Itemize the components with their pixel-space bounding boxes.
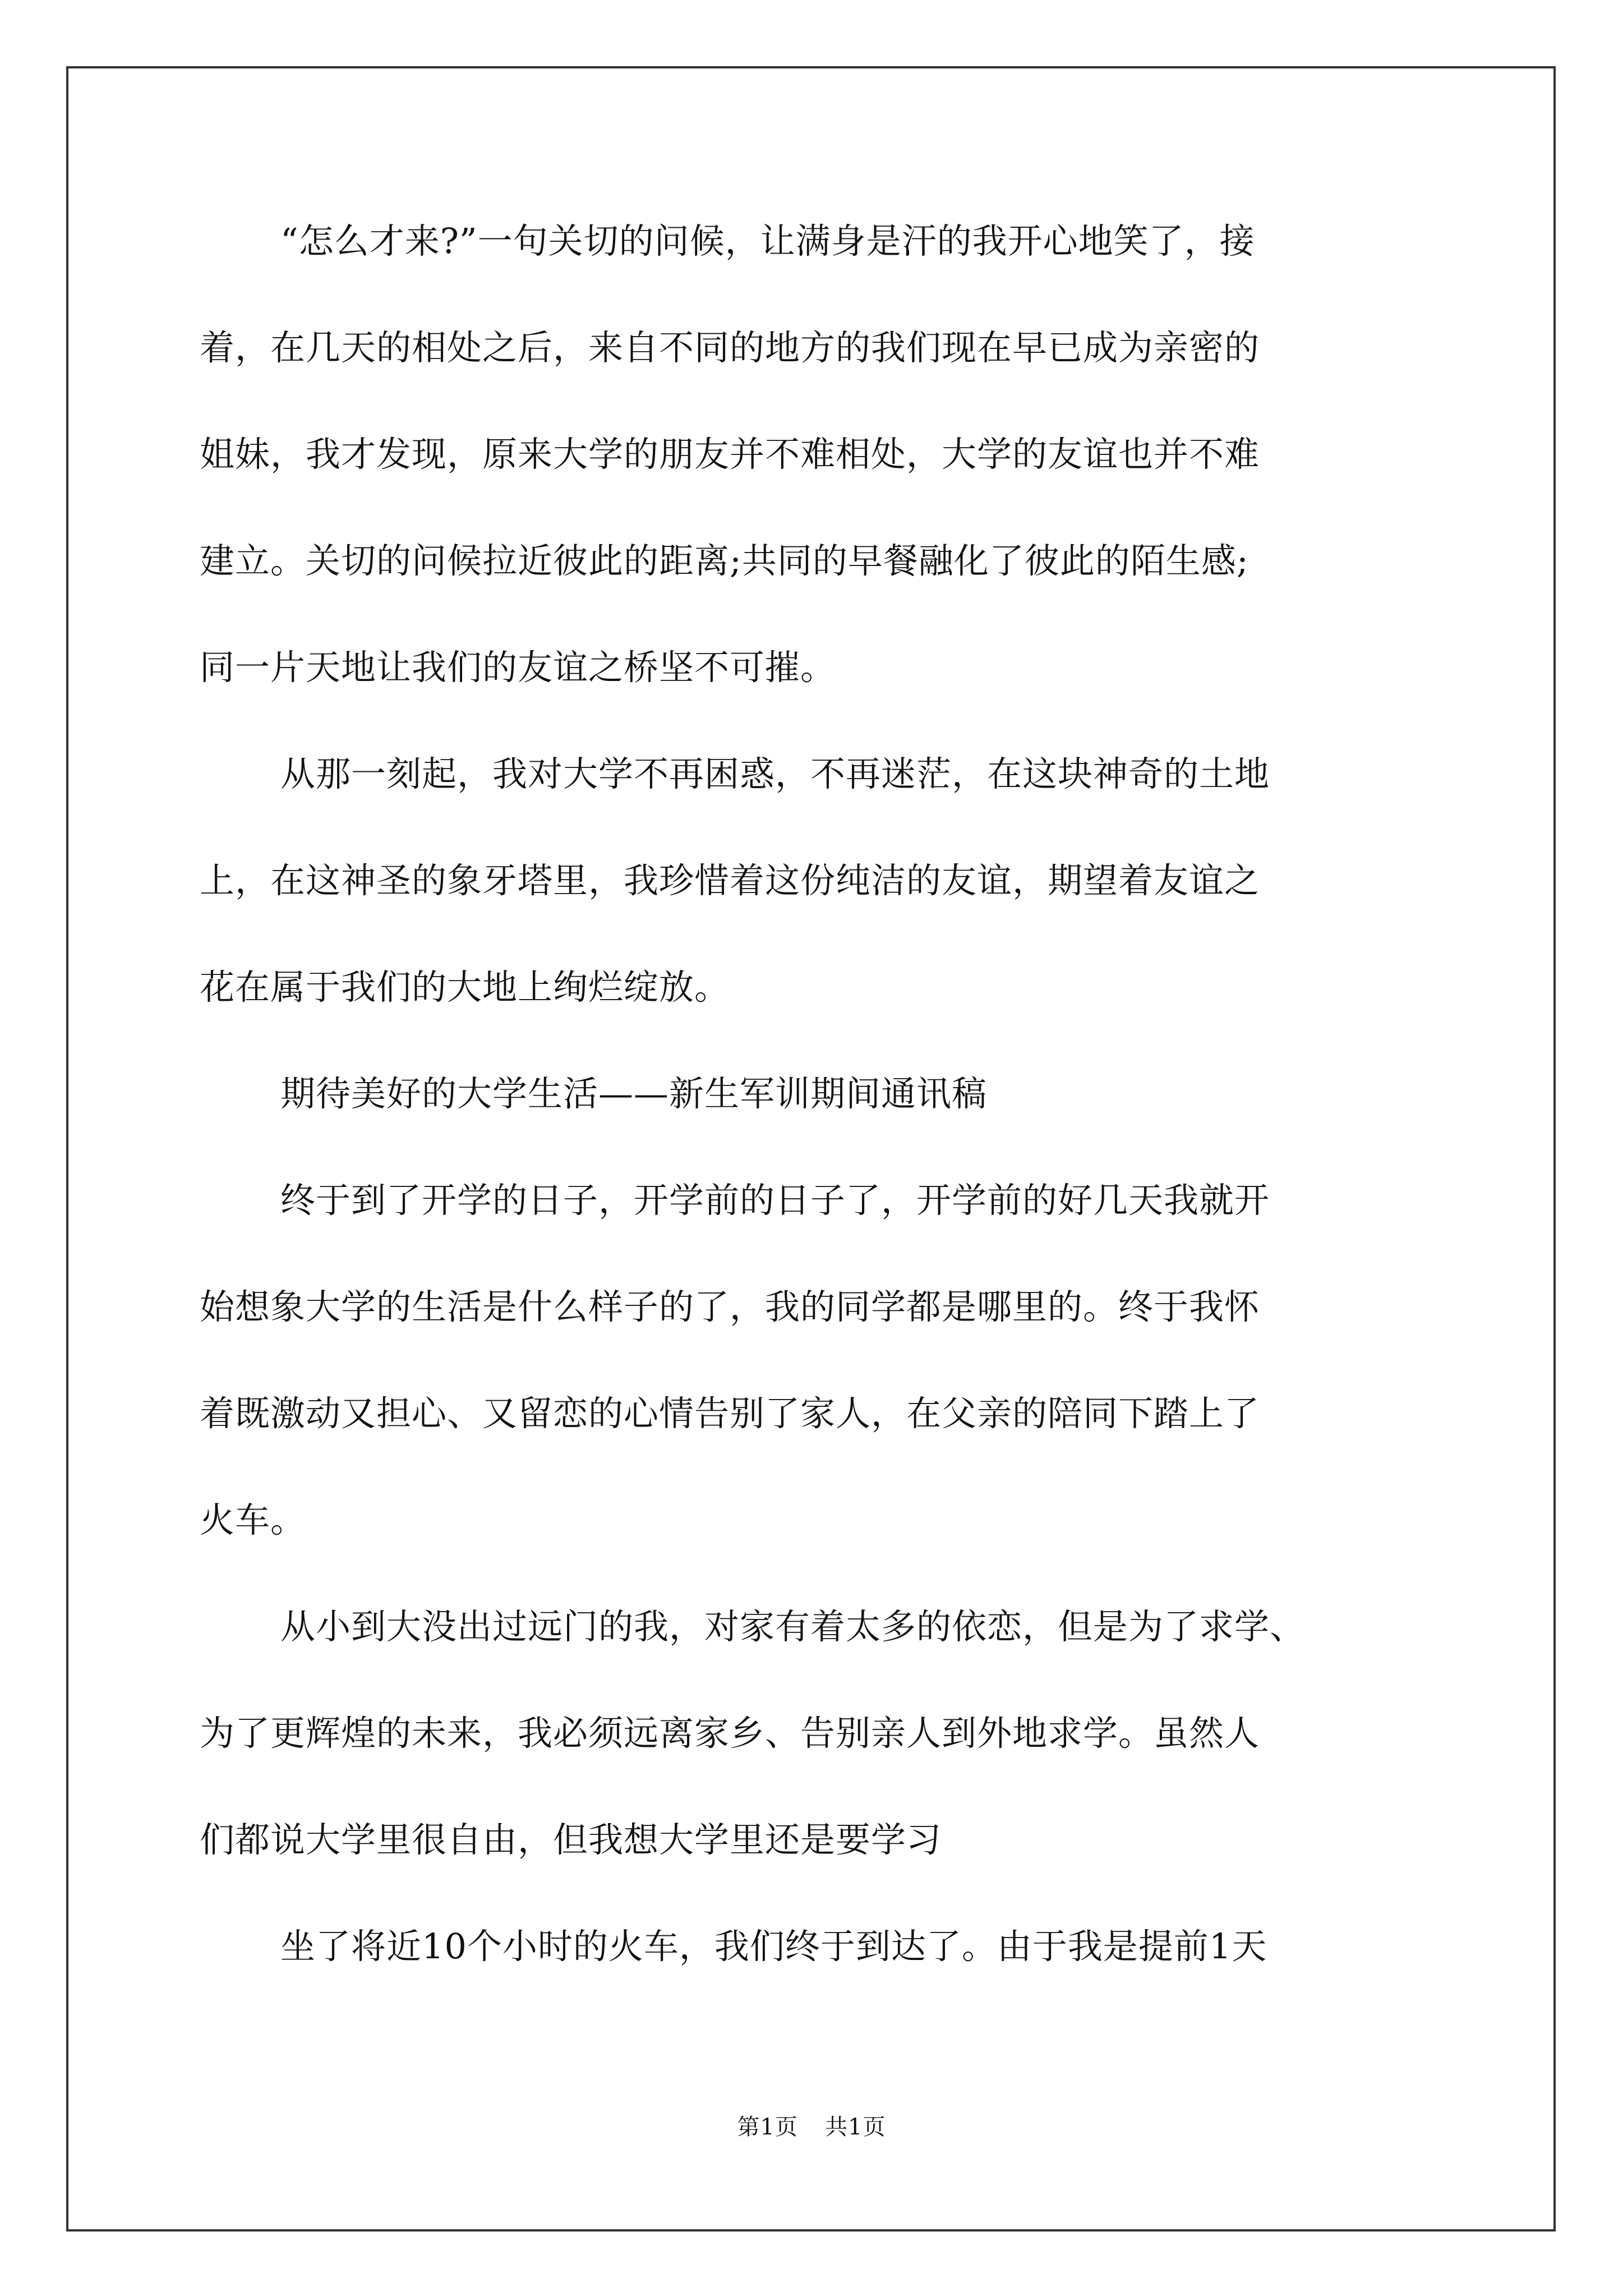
text-line: “怎么才来?”一句关切的问候，让满身是汗的我开心地笑了，接 [280, 220, 1255, 261]
text-line: 终于到了开学的日子，开学前的日子了，开学前的好几天我就开 [280, 1180, 1270, 1221]
text-line: 为了更辉煌的未来，我必须远离家乡、告别亲人到外地求学。虽然人 [200, 1713, 1260, 1754]
text-line: 花在属于我们的大地上绚烂绽放。 [200, 967, 730, 1007]
text-line: 坐了将近10个小时的火车，我们终于到达了。由于我是提前1天 [280, 1926, 1267, 1967]
page-total: 共1页 [825, 2114, 886, 2140]
text-line: 建立。关切的问候拉近彼此的距离;共同的早餐融化了彼此的陌生感; [200, 540, 1249, 581]
page-footer [0, 2109, 1623, 2141]
text-line: 们都说大学里很自由，但我想大学里还是要学习 [200, 1819, 942, 1860]
text-line: 着既激动又担心、又留恋的心情告别了家人，在父亲的陪同下踏上了 [200, 1393, 1260, 1434]
text-line: 同一片天地让我们的友谊之桥坚不可摧。 [200, 647, 836, 688]
text-line: 姐妹，我才发现，原来大学的朋友并不难相处，大学的友谊也并不难 [200, 434, 1260, 475]
text-line: 始想象大学的生活是什么样子的了，我的同学都是哪里的。终于我怀 [200, 1286, 1260, 1327]
text-line: 从小到大没出过远门的我，对家有着太多的依恋，但是为了求学、 [280, 1606, 1306, 1647]
text-line: 上，在这神圣的象牙塔里，我珍惜着这份纯洁的友谊，期望着友谊之 [200, 860, 1260, 901]
text-line: 从那一刻起，我对大学不再困惑，不再迷茫，在这块神奇的土地 [280, 753, 1270, 794]
page-number: 第1页 [737, 2114, 798, 2140]
text-line: 着，在几天的相处之后，来自不同的地方的我们现在早已成为亲密的 [200, 327, 1260, 368]
section-heading: 期待美好的大学生活——新生军训期间通讯稿 [280, 1073, 988, 1114]
text-line: 火车。 [200, 1499, 306, 1540]
document-body [200, 222, 1433, 2033]
